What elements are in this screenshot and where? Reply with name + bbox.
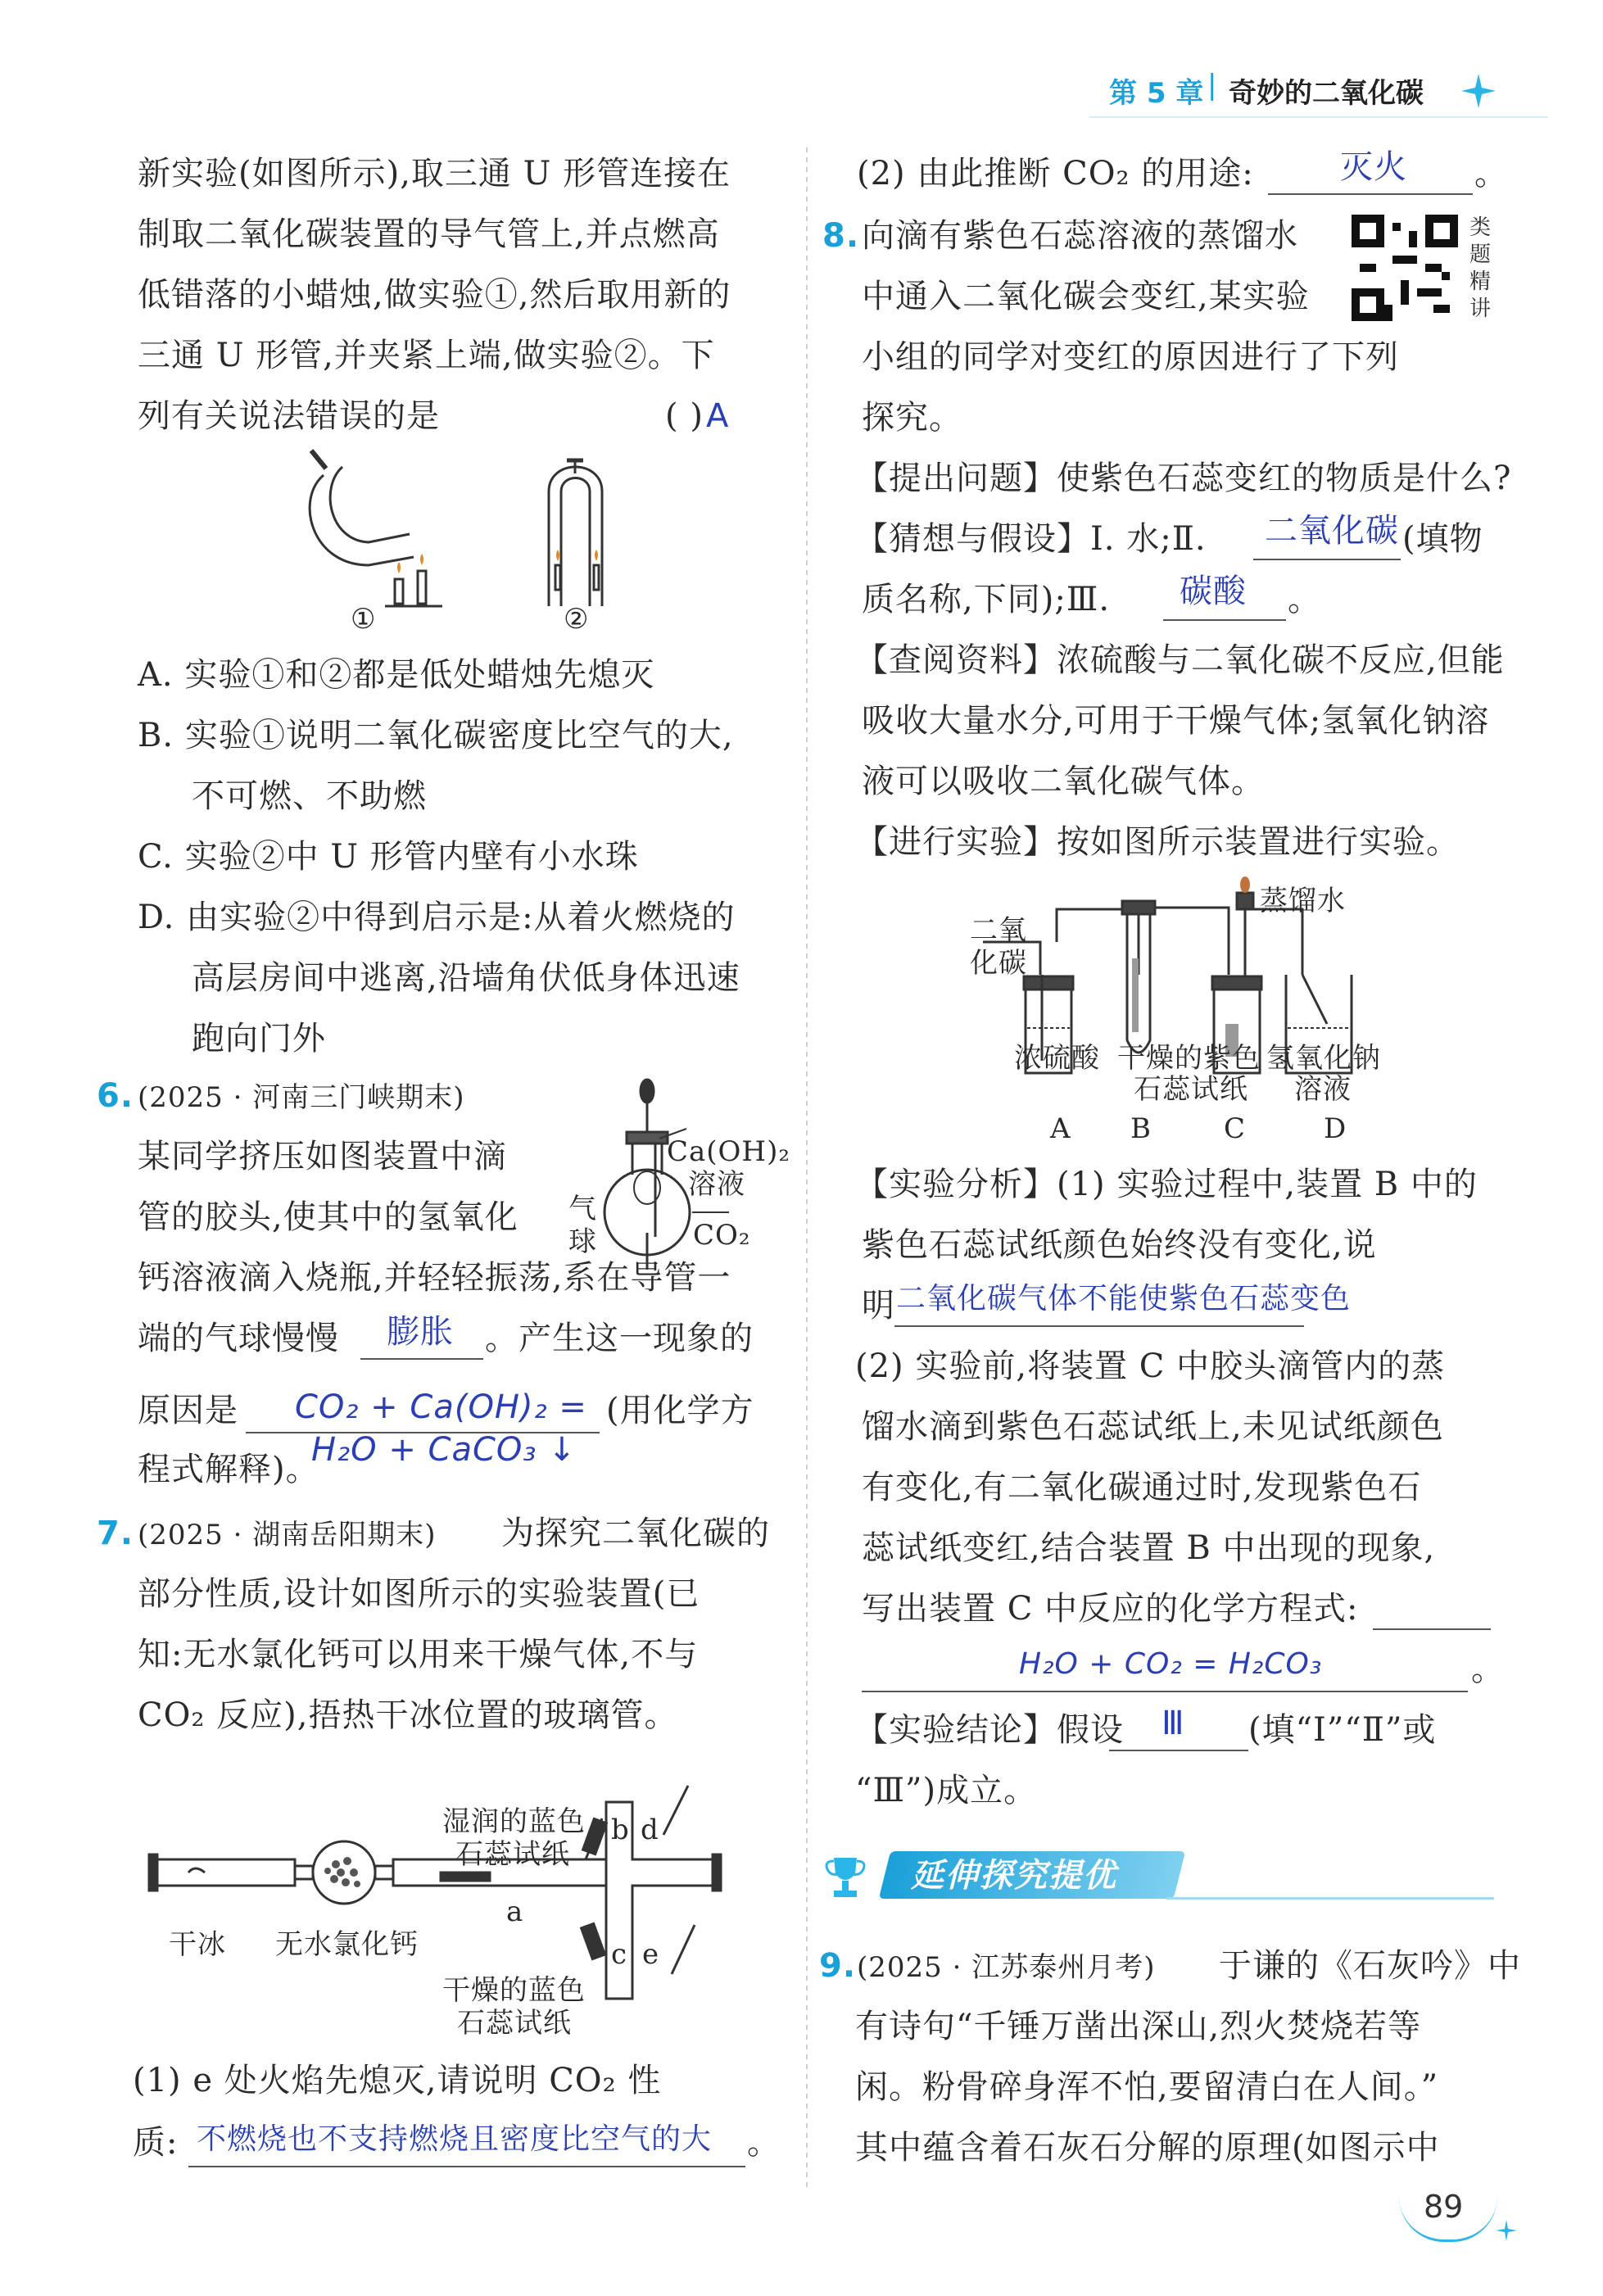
banner-rule <box>1166 1897 1494 1900</box>
q8-answer-3: 碳酸 <box>1180 573 1247 610</box>
q7-source: (2025 · 湖南岳阳期末) <box>138 1519 437 1551</box>
q8-ana2-line-4: 蕊试纸变红,结合装置 B 中出现的现象, <box>862 1529 1436 1567</box>
q8-ana1-line-3: 明 <box>862 1287 895 1325</box>
chapter-label: 第 5 章 <box>1109 77 1204 110</box>
q7-fig-dry-2: 石蕊试纸 <box>457 2007 572 2040</box>
q6-fig-solution-2: 溶液 <box>688 1168 745 1201</box>
q7-line-4: CO₂ 反应),捂热干冰位置的玻璃管。 <box>138 1696 678 1734</box>
q5-line-2: 制取二氧化碳装置的导气管上,并点燃高 <box>138 215 720 253</box>
q7-answer-2: 灭火 <box>1340 148 1407 186</box>
q7-line-3: 知:无水氯化钙可以用来干燥气体,不与 <box>138 1636 699 1673</box>
header-rule <box>1089 116 1548 118</box>
q8-blank-2 <box>1253 559 1401 560</box>
q8-fig-letter-d: D <box>1324 1112 1347 1145</box>
q5-option-c: C. 实验②中 U 形管内壁有小水珠 <box>138 838 639 876</box>
q7-fig-dry-ice: 干冰 <box>169 1928 226 1961</box>
q7-sub2-text: (2) 由此推断 CO₂ 的用途: <box>857 155 1254 192</box>
q8-fig-letter-a: A <box>1050 1112 1071 1145</box>
q8-fig-water: 蒸馏水 <box>1260 885 1346 917</box>
q8-ana2-line-5: 写出装置 C 中反应的化学方程式: <box>862 1590 1359 1628</box>
page-header <box>1106 66 1581 115</box>
q6-number: 6. <box>97 1077 134 1115</box>
q8-ask: 【提出问题】使紫色石蕊变红的物质是什么? <box>855 460 1512 497</box>
fig-label-2: ② <box>564 603 590 636</box>
q8-answer-2: 二氧化碳 <box>1265 512 1399 550</box>
q7-line-1-post: 为探究二氧化碳的 <box>501 1515 770 1552</box>
q8-ana1-line-1: 【实验分析】(1) 实验过程中,装置 B 中的 <box>855 1166 1478 1203</box>
q7-fig-a: a <box>506 1895 524 1928</box>
q5-line-1: 新实验(如图所示),取三通 U 形管连接在 <box>138 155 731 192</box>
q5-option-d-cont1: 高层房间中逃离,沿墙角伏低身体迅速 <box>192 959 740 997</box>
q7-sub2-end: 。 <box>1474 155 1508 192</box>
q8-answer-concl: Ⅲ <box>1161 1705 1185 1742</box>
q6-line-6-pre: 程式解释)。 <box>138 1451 319 1488</box>
q5-option-a: A. 实验①和②都是低处蜡烛先熄灭 <box>138 656 655 694</box>
q7-blank-1 <box>188 2166 745 2167</box>
q5-line-5: 列有关说法错误的是 <box>138 397 440 435</box>
q6-line-3: 钙溶液滴入烧瓶,并轻轻振荡,系在导管一 <box>138 1259 731 1297</box>
q8-line-2: 中通入二氧化碳会变红,某实验 <box>862 278 1310 315</box>
qr-code-icon[interactable] <box>1352 215 1458 321</box>
q6-line-5-pre: 原因是 <box>138 1392 238 1429</box>
q6-fig-gas: CO₂ <box>693 1219 751 1252</box>
sparkle-icon <box>1458 70 1499 111</box>
q8-blank-3 <box>1163 619 1286 621</box>
page-number: 89 <box>1424 2189 1464 2225</box>
q8-ana2-line-3: 有变化,有二氧化碳通过时,发现紫色石 <box>862 1469 1422 1506</box>
q6-answer-2b: H₂O + CaCO₃ ↓ <box>311 1431 577 1469</box>
q8-number: 8. <box>822 217 860 255</box>
q7-line-2: 部分性质,设计如图所示的实验装置(已 <box>138 1575 700 1613</box>
q5-option-d-cont2: 跑向门外 <box>192 1020 326 1057</box>
q8-line-4: 探究。 <box>862 399 962 437</box>
q8-ana2-line-2: 馏水滴到紫色石蕊试纸上,未见试纸颜色 <box>862 1408 1444 1446</box>
q8-line-3: 小组的同学对变红的原因进行了下列 <box>862 338 1399 376</box>
q7-fig-wet-1: 湿润的蓝色 <box>442 1805 586 1838</box>
q8-fig-co2-1: 二氧 <box>970 914 1027 947</box>
q8-ana2-end: 。 <box>1471 1651 1505 1688</box>
qr-label-4: 讲 <box>1469 297 1491 321</box>
qr-label-3: 精 <box>1469 269 1491 294</box>
q6-line-5-post: (用化学方 <box>606 1392 754 1429</box>
q7-number: 7. <box>97 1515 134 1552</box>
q7-fig-b: b <box>611 1814 630 1846</box>
q8-fig-label-d2: 溶液 <box>1294 1073 1352 1106</box>
q8-line-1: 向滴有紫色石蕊溶液的蒸馏水 <box>862 217 1298 255</box>
q7-blank-2 <box>1268 193 1473 195</box>
q7-sub1-line-2: 质: <box>133 2124 179 2162</box>
q7-sub1-line-1: (1) e 处火焰先熄灭,请说明 CO₂ 性 <box>133 2062 662 2099</box>
banner-title: 延伸探究提优 <box>911 1857 1117 1895</box>
q8-guess-post: (填物 <box>1402 520 1483 558</box>
q8-blank-ana2a <box>1373 1628 1491 1630</box>
q8-ana2-line-1: (2) 实验前,将装置 C 中胶头滴管内的蒸 <box>855 1347 1446 1385</box>
q5-answer: A <box>706 397 730 435</box>
q8-fig-co2-2: 化碳 <box>970 947 1027 980</box>
q6-fig-solution-1: Ca(OH)₂ <box>667 1135 790 1168</box>
q6-answer-2a: CO₂ + Ca(OH)₂ = <box>295 1388 587 1426</box>
q7-fig-e: e <box>642 1938 660 1971</box>
q5-option-d: D. 由实验②中得到启示是:从着火燃烧的 <box>138 899 736 936</box>
q5-line-4: 三通 U 形管,并夹紧上端,做实验②。下 <box>138 337 715 374</box>
q6-line-4-post: 。产生这一现象的 <box>485 1320 754 1357</box>
chapter-title: 奇妙的二氧化碳 <box>1229 77 1424 110</box>
q8-info-3: 液可以吸收二氧化碳气体。 <box>862 763 1265 800</box>
q7-fig-d: d <box>641 1814 659 1846</box>
sparkle-icon <box>1494 2218 1519 2243</box>
column-divider <box>806 147 808 2187</box>
q8-guess-l2: 质名称,下同);Ⅲ. <box>862 581 1111 618</box>
q9-line-1-post: 于谦的《石灰吟》中 <box>1219 1947 1521 1985</box>
q8-fig-label-b1: 干燥的紫色 <box>1117 1042 1261 1075</box>
q9-line-2: 有诗句“千锤万凿出深山,烈火焚烧若等 <box>855 2008 1422 2045</box>
q8-fig-label-d1: 氢氧化钠 <box>1266 1042 1381 1075</box>
q8-concl-l2: “Ⅲ”)成立。 <box>855 1772 1038 1809</box>
page-number-block <box>1399 2182 1538 2248</box>
q6-answer-1: 膨胀 <box>387 1313 454 1351</box>
q8-fig-label-a: 浓硫酸 <box>1014 1042 1100 1075</box>
q7-fig-c: c <box>611 1938 628 1971</box>
q8-guess-pre: 【猜想与假设】Ⅰ. 水;Ⅱ. <box>855 520 1207 558</box>
q8-blank-concl <box>1109 1750 1248 1751</box>
q8-answer-ana2: H₂O + CO₂ = H₂CO₃ <box>1019 1647 1323 1681</box>
q8-fig-label-b2: 石蕊试纸 <box>1134 1073 1248 1106</box>
q8-fig-letter-b: B <box>1130 1112 1152 1145</box>
q8-blank-ana2b <box>862 1691 1468 1692</box>
q9-source: (2025 · 江苏泰州月考) <box>857 1951 1156 1984</box>
q5-option-b-cont: 不可燃、不助燃 <box>192 777 427 815</box>
q7-fig-dry-1: 干燥的蓝色 <box>442 1974 586 2007</box>
q8-info-1: 【查阅资料】浓硫酸与二氧化碳不反应,但能 <box>855 641 1505 679</box>
header-separator: | <box>1207 69 1217 102</box>
trophy-icon <box>822 1853 868 1902</box>
q8-exp: 【进行实验】按如图所示装置进行实验。 <box>855 823 1460 861</box>
qr-label-2: 题 <box>1469 242 1491 267</box>
section-banner <box>822 1848 1494 1907</box>
q9-line-4: 其中蕴含着石灰石分解的原理(如图示中 <box>855 2129 1440 2167</box>
q8-concl-pre: 【实验结论】假设 <box>855 1711 1124 1749</box>
q8-fig-letter-c: C <box>1224 1112 1247 1145</box>
q7-fig-cacl2: 无水氯化钙 <box>275 1928 419 1961</box>
q6-blank-1 <box>360 1358 483 1360</box>
q6-line-4-pre: 端的气球慢慢 <box>138 1320 339 1357</box>
q6-fig-balloon-2: 球 <box>568 1225 597 1258</box>
q5-option-b: B. 实验①说明二氧化碳密度比空气的大, <box>138 717 734 754</box>
q6-line-1: 某同学挤压如图装置中滴 <box>138 1138 507 1175</box>
q7-fig-wet-2: 石蕊试纸 <box>455 1838 570 1871</box>
q8-answer-ana1: 二氧化碳气体不能使紫色石蕊变色 <box>896 1282 1352 1316</box>
q9-line-3: 闲。粉骨碎身浑不怕,要留清白在人间。” <box>855 2068 1439 2106</box>
q7-sub1-end: 。 <box>747 2124 781 2162</box>
q8-ana1-line-2: 紫色石蕊试纸颜色始终没有变化,说 <box>862 1226 1377 1264</box>
qr-label <box>1468 215 1492 323</box>
q6-line-2: 管的胶头,使其中的氢氧化 <box>138 1198 518 1236</box>
q6-fig-balloon-1: 气 <box>568 1193 597 1225</box>
q9-number: 9. <box>819 1947 857 1985</box>
fig-label-1: ① <box>351 603 377 636</box>
qr-label-1: 类 <box>1469 215 1491 240</box>
q8-guess-l2-end: 。 <box>1288 581 1321 618</box>
q8-info-2: 吸收大量水分,可用于干燥气体;氢氧化钠溶 <box>862 702 1490 740</box>
q8-concl-post: (填“Ⅰ”“Ⅱ”或 <box>1248 1711 1437 1749</box>
q6-source: (2025 · 河南三门峡期末) <box>138 1081 465 1114</box>
q5-line-3: 低错落的小蜡烛,做实验①,然后取用新的 <box>138 276 731 314</box>
q8-blank-ana1 <box>894 1325 1304 1327</box>
q5-answer-bracket: ( ) <box>665 397 704 435</box>
q7-answer-1: 不燃烧也不支持燃烧且密度比空气的大 <box>197 2122 713 2156</box>
